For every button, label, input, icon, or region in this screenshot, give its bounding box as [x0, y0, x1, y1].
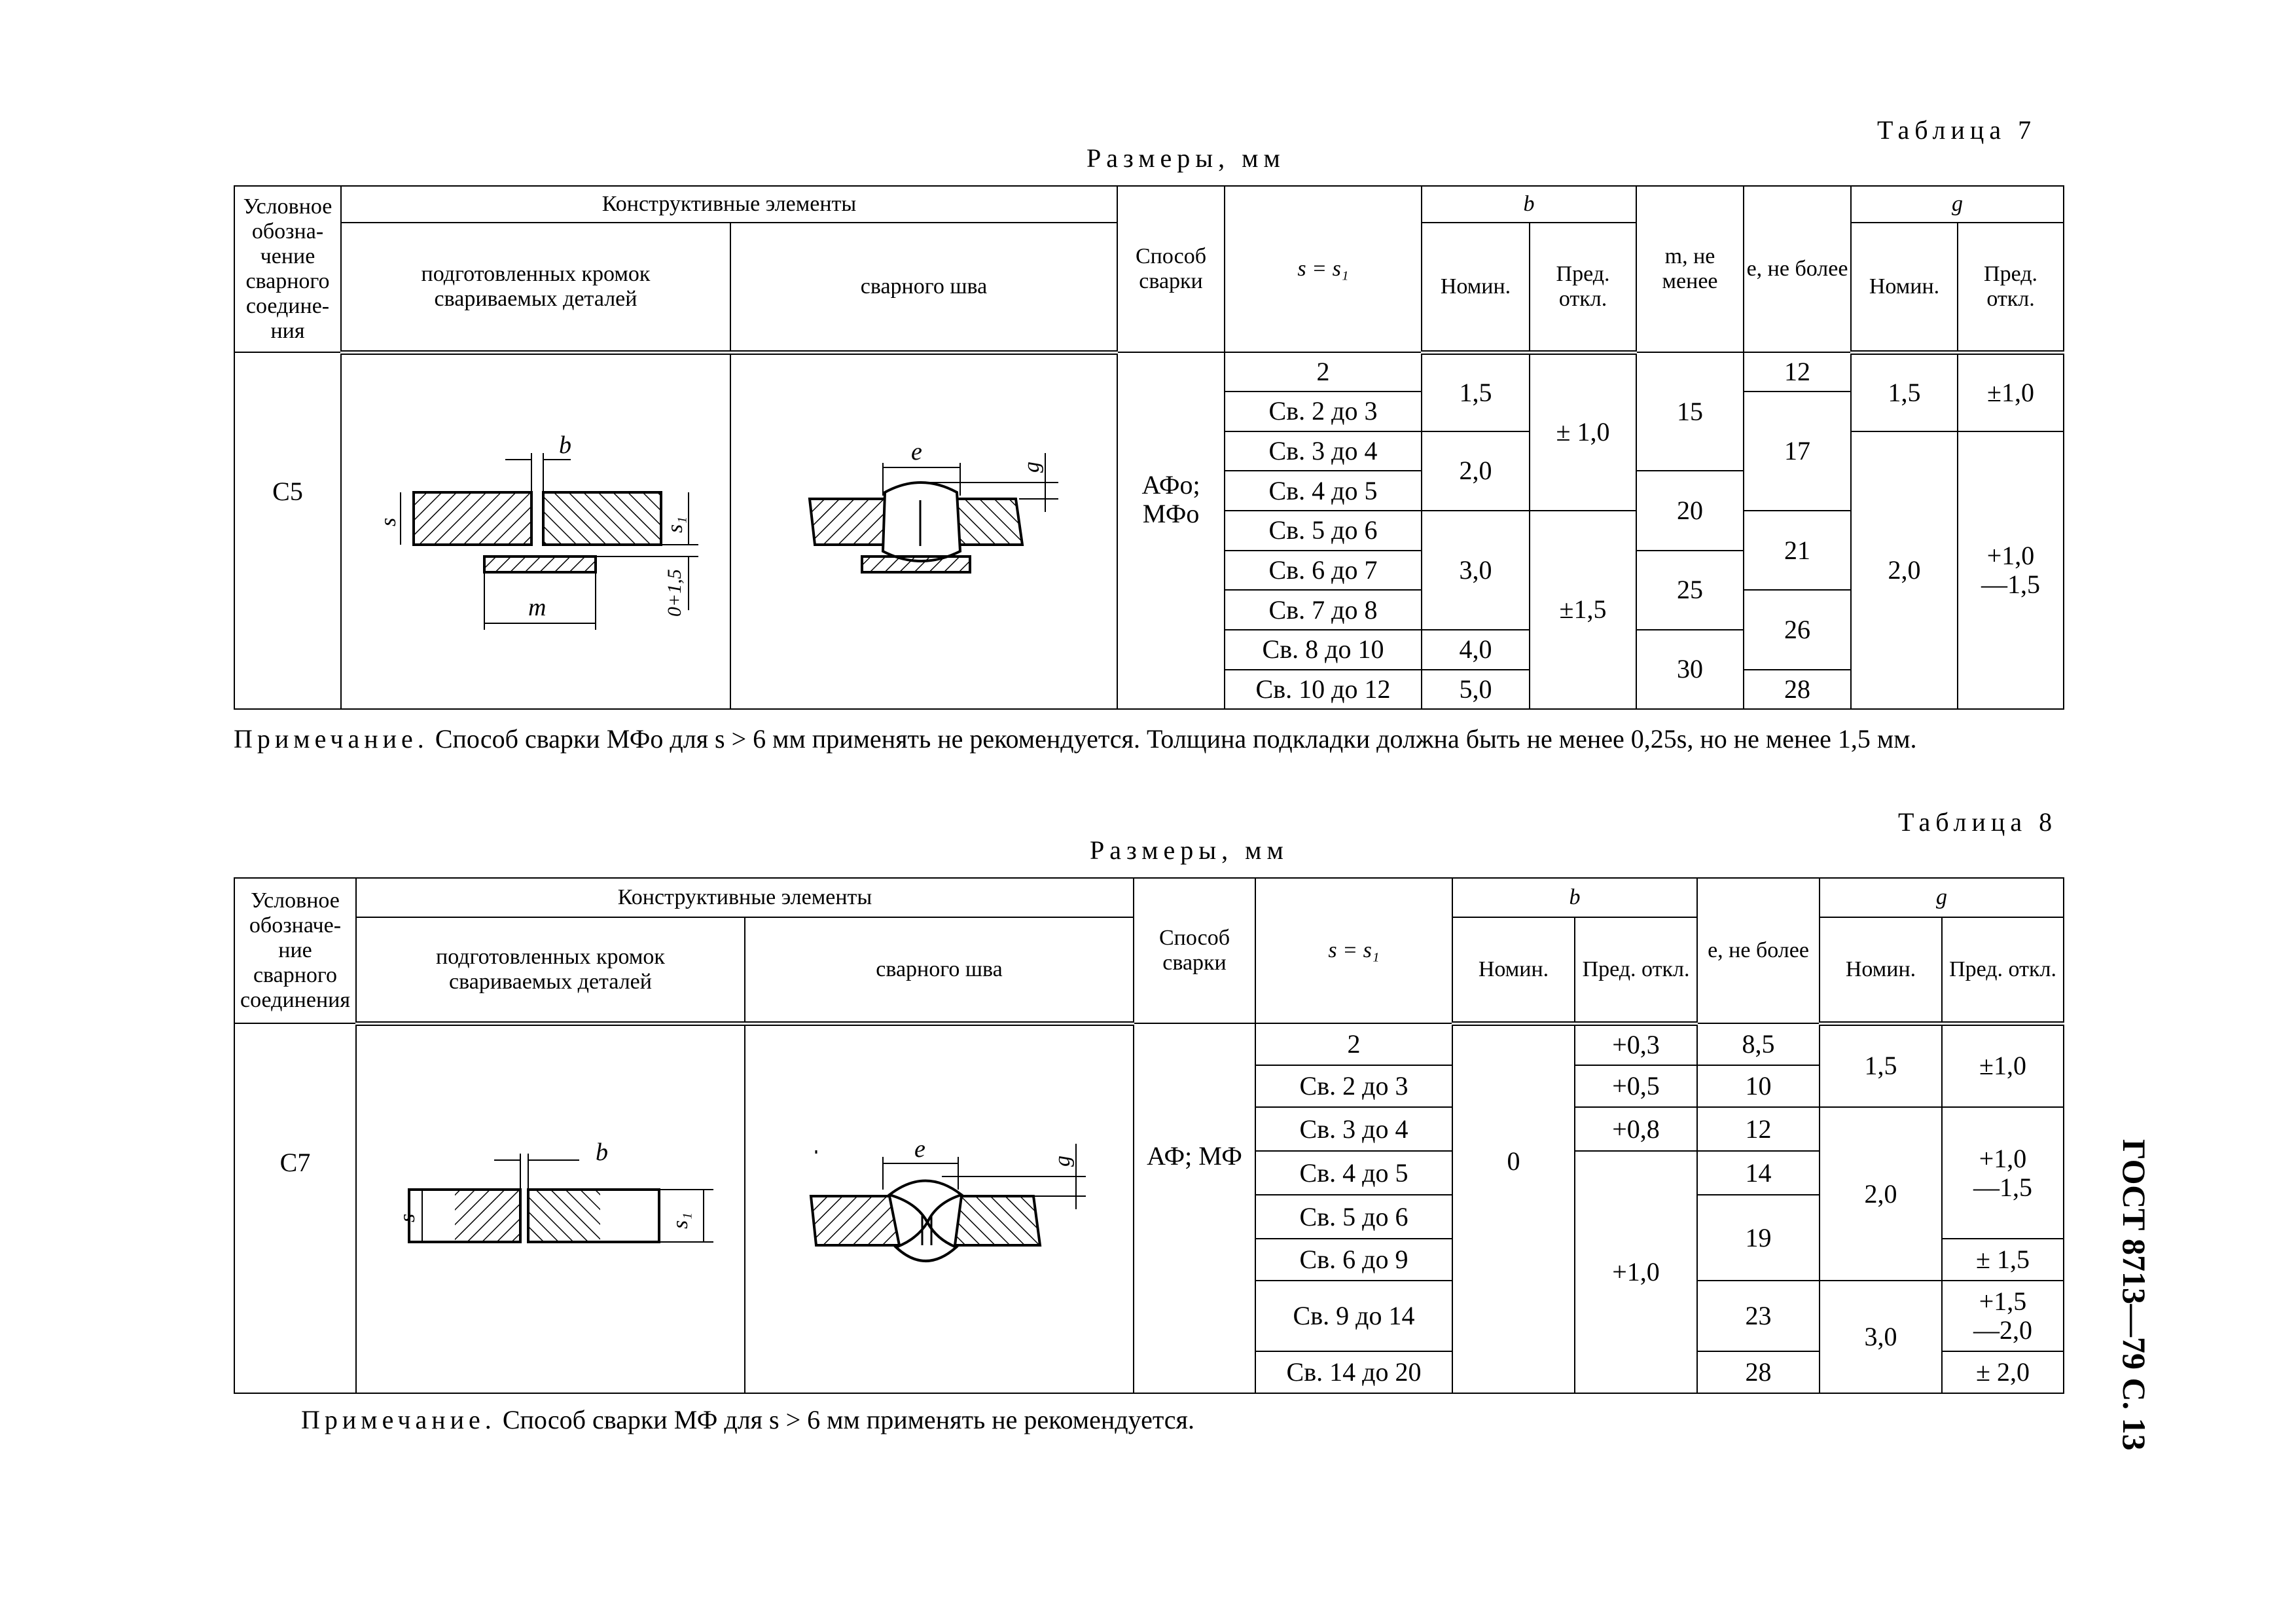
e-value: 19 — [1697, 1195, 1820, 1281]
note-text: Способ сварки МФ для s > 6 мм применять не рекомендуется. — [495, 1405, 1194, 1434]
header-prepared: подготовленных кромок свариваемых деталей — [356, 917, 745, 1023]
header-e: e, не более — [1744, 186, 1851, 352]
table8-note — [301, 1402, 2063, 1438]
g-tol-plus: +1,0 — [1979, 1143, 2027, 1173]
s-value: Св. 7 до 8 — [1225, 590, 1422, 630]
b-tol: ± 1,0 — [1530, 352, 1636, 511]
e-value: 14 — [1697, 1151, 1820, 1195]
table7 — [234, 185, 2064, 710]
c7-edges-drawing-cell — [356, 1023, 745, 1393]
e-value: 10 — [1697, 1065, 1820, 1107]
header-s: s = s₁ — [1255, 878, 1452, 1023]
e-value: 12 — [1744, 352, 1851, 392]
s-value: Св. 6 до 9 — [1255, 1239, 1452, 1281]
label-g: g — [1050, 1155, 1075, 1167]
e-value: 28 — [1744, 670, 1851, 709]
e-value: 8,5 — [1697, 1023, 1820, 1065]
s-value: Св. 3 до 4 — [1255, 1107, 1452, 1151]
g-tol: ± 1,5 — [1942, 1239, 2064, 1281]
designation-c5: С5 — [234, 352, 341, 709]
header-method: Способ сварки — [1134, 878, 1255, 1023]
method-cell: АФо; МФо — [1117, 352, 1225, 709]
designation-c7: С7 — [234, 1023, 356, 1393]
page-footer: ГОСТ 8713—79 С. 13 — [2116, 1139, 2153, 1451]
e-value: 23 — [1697, 1281, 1820, 1351]
header-b-nom: Номин. — [1422, 223, 1530, 352]
g-nom: 3,0 — [1820, 1281, 1942, 1393]
s-value: Св. 9 до 14 — [1255, 1281, 1452, 1351]
c7-seam-drawing-cell — [745, 1023, 1134, 1393]
header-b-tol: Пред. откл. — [1530, 223, 1636, 352]
g-nom: 1,5 — [1851, 352, 1958, 431]
s-value: Св. 2 до 3 — [1225, 392, 1422, 431]
label-m: m — [528, 593, 547, 621]
g-tol-plus: +1,5 — [1979, 1286, 2027, 1316]
b-nom: 5,0 — [1422, 670, 1530, 709]
header-g-tol: Пред. откл. — [1942, 917, 2064, 1023]
s-value: Св. 6 до 7 — [1225, 551, 1422, 591]
b-tol: +0,3 — [1575, 1023, 1697, 1065]
g-tol — [1942, 1107, 2064, 1239]
b-tol: +0,5 — [1575, 1065, 1697, 1107]
header-b: b — [1422, 186, 1636, 223]
g-tol-minus: —1,5 — [1973, 1172, 2033, 1202]
label-b: b — [596, 1138, 608, 1166]
s-value: Св. 2 до 3 — [1255, 1065, 1452, 1107]
note-label: Примечание. — [234, 724, 429, 754]
header-prepared: подготовленных кромок свариваемых деталей — [341, 223, 730, 352]
s-value: Св. 3 до 4 — [1225, 431, 1422, 471]
m-value: 25 — [1636, 551, 1744, 630]
header-m: m, не менее — [1636, 186, 1744, 352]
g-tol: ±1,0 — [1942, 1023, 2064, 1107]
m-value: 20 — [1636, 471, 1744, 550]
s-value: Св. 14 до 20 — [1255, 1351, 1452, 1393]
header-b: b — [1452, 878, 1697, 917]
b-tol: ±1,5 — [1530, 511, 1636, 709]
s-value: Св. 4 до 5 — [1255, 1151, 1452, 1195]
b-nom: 2,0 — [1422, 431, 1530, 511]
g-tol-minus: —2,0 — [1973, 1315, 2033, 1345]
label-s: s — [395, 1213, 420, 1222]
label-g: g — [1020, 461, 1044, 473]
header-g: g — [1820, 878, 2064, 917]
label-s1: s₁ — [663, 516, 687, 533]
b-nom: 1,5 — [1422, 352, 1530, 431]
note-text: Способ сварки МФо для s > 6 мм применять не рекомендуется. Толщина подкладки должна быть не менее 0,25s, но не менее 1,5 мм. — [428, 724, 1917, 754]
header-g-nom: Номин. — [1851, 223, 1958, 352]
b-nom: 3,0 — [1422, 511, 1530, 630]
g-tol — [1942, 1281, 2064, 1351]
s-value: Св. 5 до 6 — [1255, 1195, 1452, 1239]
header-s: s = s₁ — [1225, 186, 1422, 352]
header-structural: Конструктивные элементы — [341, 186, 1117, 223]
header-seam: сварного шва — [730, 223, 1117, 352]
s-value: 2 — [1225, 352, 1422, 392]
m-value: 15 — [1636, 352, 1744, 471]
method-cell: АФ; МФ — [1134, 1023, 1255, 1393]
header-b-tol: Пред. откл. — [1575, 917, 1697, 1023]
c5-edges-drawing-cell — [341, 352, 730, 709]
g-nom: 2,0 — [1820, 1107, 1942, 1281]
table8 — [234, 877, 2064, 1394]
label-e: e — [914, 1135, 925, 1163]
g-tol: ± 2,0 — [1942, 1351, 2064, 1393]
g-tol-plus: +1,0 — [1986, 540, 2035, 570]
header-structural: Конструктивные элементы — [356, 878, 1134, 917]
table7-caption: Размеры, мм — [1086, 143, 1285, 173]
table7-note — [234, 721, 2063, 757]
label-gap: 0+1,5 — [664, 568, 685, 617]
header-e: e, не более — [1697, 878, 1820, 1023]
b-nom: 0 — [1452, 1023, 1575, 1393]
note-label: Примечание. — [301, 1405, 496, 1434]
weld-joint-c5-seam-icon — [731, 355, 1118, 708]
g-nom: 2,0 — [1851, 431, 1958, 709]
table8-label: Таблица 8 — [1898, 807, 2058, 837]
s-value: Св. 10 до 12 — [1225, 670, 1422, 709]
table8-caption: Размеры, мм — [1090, 835, 1289, 865]
g-nom: 1,5 — [1820, 1023, 1942, 1107]
b-tol: +1,0 — [1575, 1151, 1697, 1393]
b-nom: 4,0 — [1422, 630, 1530, 670]
header-seam: сварного шва — [745, 917, 1134, 1023]
g-tol — [1958, 431, 2064, 709]
label-s1: s₁ — [668, 1212, 692, 1229]
weld-joint-c7-edges-icon — [357, 1026, 745, 1393]
s-value: Св. 5 до 6 — [1225, 511, 1422, 551]
e-value: 17 — [1744, 392, 1851, 511]
s-value: Св. 8 до 10 — [1225, 630, 1422, 670]
g-tol: ±1,0 — [1958, 352, 2064, 431]
header-designation: Условное обозначе-ние сварного соединения — [234, 878, 356, 1023]
s-value: 2 — [1255, 1023, 1452, 1065]
e-value: 12 — [1697, 1107, 1820, 1151]
e-value: 21 — [1744, 511, 1851, 590]
label-e: e — [911, 437, 922, 465]
header-method: Способ сварки — [1117, 186, 1225, 352]
e-value: 26 — [1744, 590, 1851, 669]
s-value: Св. 4 до 5 — [1225, 471, 1422, 511]
label-b: b — [559, 431, 571, 459]
label-s: s — [376, 517, 401, 526]
header-g: g — [1851, 186, 2064, 223]
header-g-tol: Пред. откл. — [1958, 223, 2064, 352]
table7-label: Таблица 7 — [1877, 115, 2037, 145]
weld-joint-c7-seam-icon — [745, 1026, 1134, 1393]
m-value: 30 — [1636, 630, 1744, 709]
b-tol: +0,8 — [1575, 1107, 1697, 1151]
header-designation: Условное обозна-чение сварного соедине-ния — [234, 186, 341, 352]
header-g-nom: Номин. — [1820, 917, 1942, 1023]
header-b-nom: Номин. — [1452, 917, 1575, 1023]
e-value: 28 — [1697, 1351, 1820, 1393]
g-tol-minus: —1,5 — [1981, 569, 2041, 599]
c5-seam-drawing-cell — [730, 352, 1117, 709]
weld-joint-c5-edges-icon — [342, 355, 731, 708]
